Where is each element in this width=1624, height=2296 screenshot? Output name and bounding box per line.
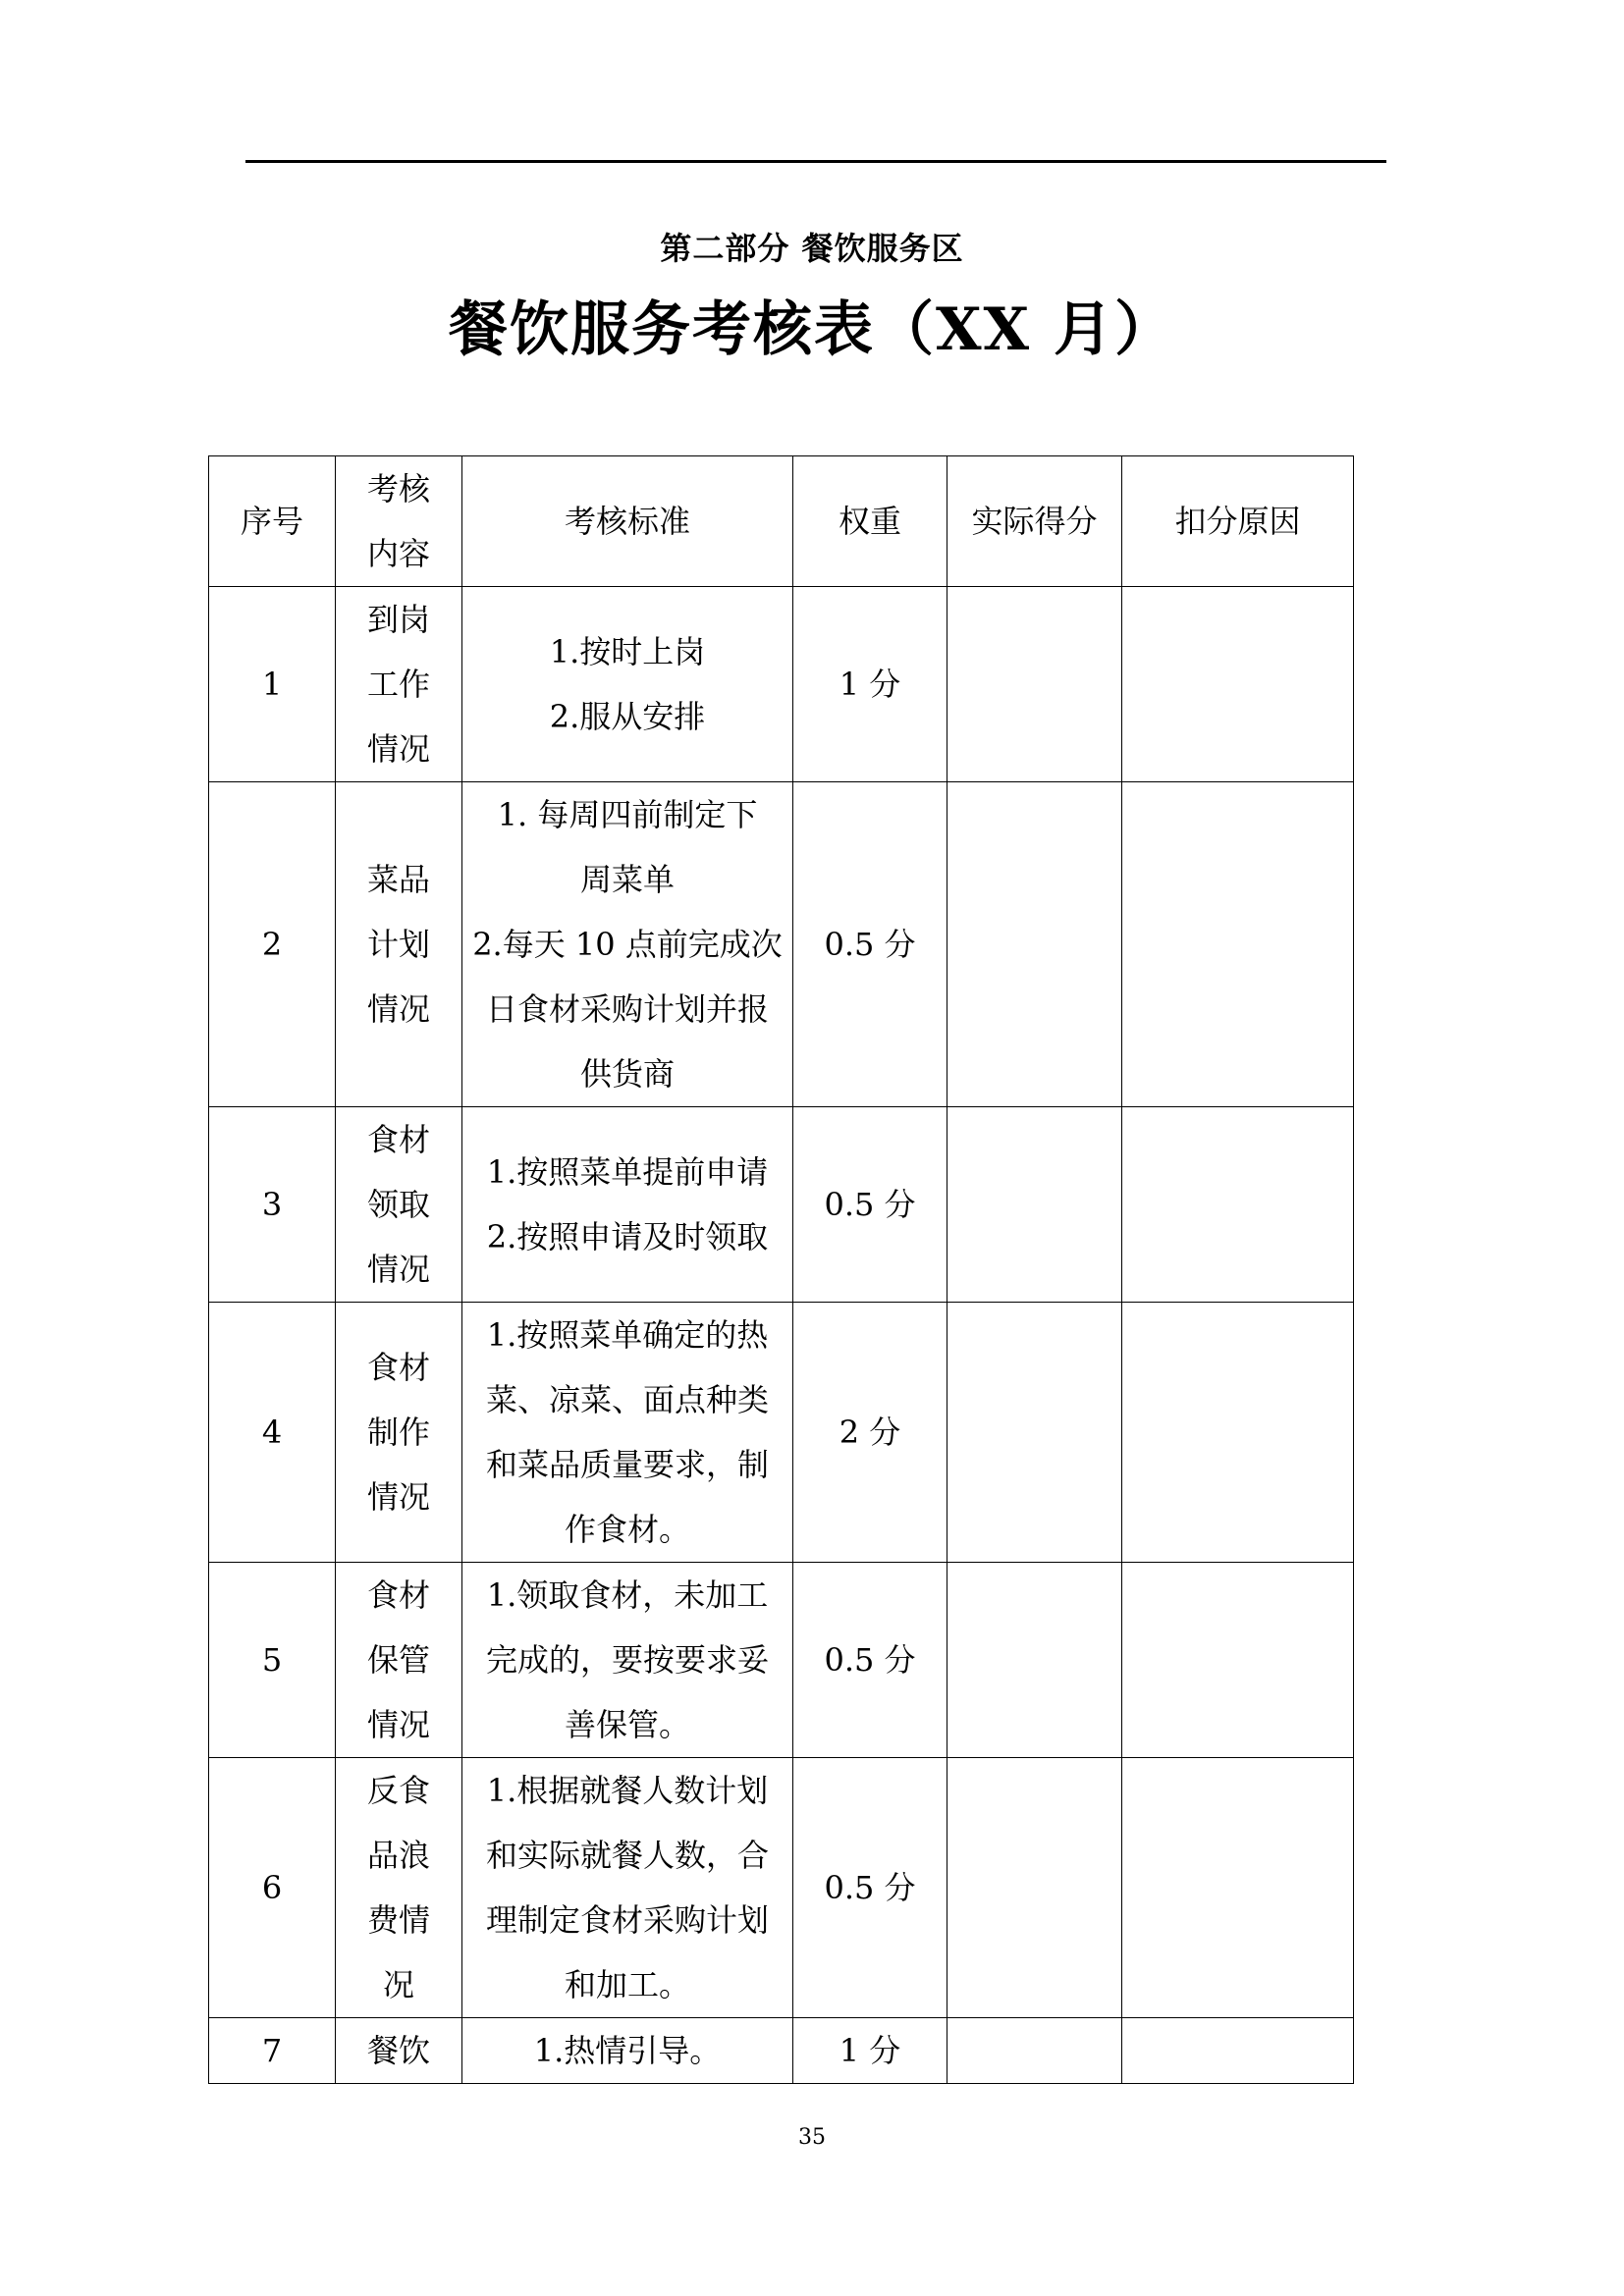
table-body — [209, 587, 1354, 2084]
cell-content-line: 餐饮 — [366, 2032, 430, 2069]
cell-content — [336, 1563, 462, 1758]
cell-standard-line: 和实际就餐人数，合 — [485, 1837, 769, 1874]
section-title: 第二部分 餐饮服务区 — [660, 230, 964, 267]
cell-score — [947, 1563, 1122, 1758]
cell-weight: 2 分 — [793, 1303, 947, 1563]
page-title: 餐饮服务考核表（XX 月） — [449, 295, 1175, 364]
header-rule — [245, 160, 1386, 163]
cell-content — [336, 1303, 462, 1563]
cell-standard-line: 1.领取食材，未加工 — [486, 1576, 769, 1614]
cell-score — [947, 2018, 1122, 2084]
cell-standard-line: 和加工。 — [564, 1966, 690, 2003]
cell-standard — [462, 2018, 793, 2084]
cell-weight: 1 分 — [793, 2018, 947, 2084]
table-header-row — [209, 456, 1354, 587]
cell-content-line: 制作 — [366, 1414, 430, 1451]
cell-weight: 1 分 — [793, 587, 947, 782]
cell-standard-line: 菜、凉菜、面点种类 — [485, 1381, 769, 1418]
cell-content-line: 食材 — [366, 1121, 430, 1158]
cell-score — [947, 782, 1122, 1107]
cell-score — [947, 1758, 1122, 2018]
cell-reason — [1122, 1563, 1354, 1758]
cell-standard-line: 1.按照菜单提前申请 — [486, 1153, 769, 1191]
cell-standard-line: 理制定食材采购计划 — [485, 1901, 769, 1939]
cell-standard-line: 2.每天 10 点前完成次 — [472, 926, 783, 963]
cell-content-line: 食材 — [366, 1349, 430, 1386]
cell-standard — [462, 782, 793, 1107]
cell-content — [336, 782, 462, 1107]
table-row — [209, 2018, 1354, 2084]
cell-content-line: 食材 — [366, 1576, 430, 1614]
cell-standard-line: 2.按照申请及时领取 — [486, 1218, 769, 1255]
cell-content-line: 保管 — [366, 1641, 430, 1679]
cell-standard — [462, 587, 793, 782]
cell-content-line: 情况 — [366, 730, 430, 768]
table-row — [209, 782, 1354, 1107]
cell-content-line: 反食 — [366, 1772, 430, 1809]
cell-standard-line: 1.按照菜单确定的热 — [486, 1316, 769, 1354]
cell-standard-line: 2.服从安排 — [549, 698, 706, 735]
cell-standard-line: 1. 每周四前制定下 — [497, 796, 758, 833]
cell-standard-line: 和菜品质量要求，制 — [485, 1446, 769, 1483]
cell-no: 3 — [209, 1107, 336, 1303]
cell-score — [947, 587, 1122, 782]
header-no: 序号 — [209, 456, 336, 587]
cell-reason — [1122, 1303, 1354, 1563]
cell-no: 1 — [209, 587, 336, 782]
cell-no: 4 — [209, 1303, 336, 1563]
cell-content-line: 费情 — [366, 1901, 430, 1939]
cell-content-line: 领取 — [366, 1186, 430, 1223]
cell-no: 2 — [209, 782, 336, 1107]
header-content — [336, 456, 462, 587]
cell-no: 7 — [209, 2018, 336, 2084]
cell-standard-line: 周菜单 — [579, 861, 675, 898]
table-row — [209, 1758, 1354, 2018]
cell-reason — [1122, 782, 1354, 1107]
cell-standard-line: 1.根据就餐人数计划 — [486, 1772, 769, 1809]
table-row — [209, 587, 1354, 782]
cell-content — [336, 1107, 462, 1303]
cell-content — [336, 1758, 462, 2018]
cell-standard-line: 作食材。 — [564, 1511, 690, 1548]
cell-content-line: 品浪 — [366, 1837, 430, 1874]
page-number: 35 — [798, 2125, 826, 2150]
cell-content-line: 情况 — [366, 990, 430, 1028]
cell-content — [336, 587, 462, 782]
cell-content — [336, 2018, 462, 2084]
table-row — [209, 1303, 1354, 1563]
cell-content-line: 菜品 — [366, 861, 430, 898]
cell-standard — [462, 1563, 793, 1758]
cell-weight: 0.5 分 — [793, 782, 947, 1107]
header-reason: 扣分原因 — [1122, 456, 1354, 587]
cell-weight: 0.5 分 — [793, 1758, 947, 2018]
cell-standard — [462, 1107, 793, 1303]
cell-reason — [1122, 1107, 1354, 1303]
cell-standard — [462, 1303, 793, 1563]
table-row — [209, 1563, 1354, 1758]
cell-content-line: 计划 — [366, 926, 430, 963]
cell-standard-line: 完成的，要按要求妥 — [485, 1641, 769, 1679]
cell-content-line: 情况 — [366, 1251, 430, 1288]
assessment-table — [208, 455, 1354, 2084]
cell-standard-line: 供货商 — [579, 1055, 675, 1093]
header-score: 实际得分 — [947, 456, 1122, 587]
header-standard: 考核标准 — [462, 456, 793, 587]
cell-standard-line: 善保管。 — [564, 1706, 690, 1743]
header-content-line: 考核 — [366, 470, 430, 507]
cell-content-line: 况 — [382, 1966, 414, 2003]
cell-content-line: 工作 — [366, 666, 430, 703]
cell-reason — [1122, 587, 1354, 782]
cell-standard-line: 日食材采购计划并报 — [485, 990, 769, 1028]
cell-no: 6 — [209, 1758, 336, 2018]
cell-standard-line: 1.热情引导。 — [533, 2032, 722, 2069]
cell-no: 5 — [209, 1563, 336, 1758]
cell-reason — [1122, 1758, 1354, 2018]
cell-standard — [462, 1758, 793, 2018]
header-weight: 权重 — [793, 456, 947, 587]
cell-content-line: 到岗 — [366, 601, 430, 638]
table-row — [209, 1107, 1354, 1303]
cell-content-line: 情况 — [366, 1706, 430, 1743]
cell-score — [947, 1303, 1122, 1563]
cell-standard-line: 1.按时上岗 — [549, 633, 706, 670]
cell-weight: 0.5 分 — [793, 1107, 947, 1303]
cell-content-line: 情况 — [366, 1478, 430, 1516]
header-content-line: 内容 — [366, 535, 430, 572]
cell-reason — [1122, 2018, 1354, 2084]
cell-weight: 0.5 分 — [793, 1563, 947, 1758]
cell-score — [947, 1107, 1122, 1303]
